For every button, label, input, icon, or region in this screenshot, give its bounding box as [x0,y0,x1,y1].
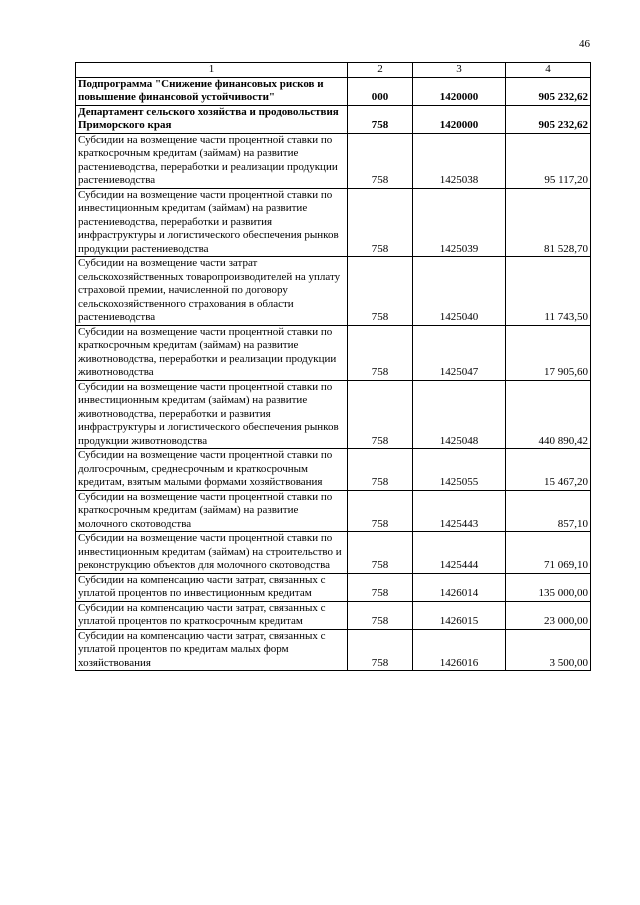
row-target-article: 1425040 [413,257,506,326]
row-target-article: 1420000 [413,105,506,133]
row-description: Субсидии на компенсацию части затрат, связанных с уплатой процентов по инвестиционным кредитам [76,573,348,601]
row-amount: 905 232,62 [506,105,591,133]
row-code: 000 [348,77,413,105]
column-header-2: 2 [348,63,413,78]
row-target-article: 1425047 [413,325,506,380]
row-amount: 71 069,10 [506,532,591,574]
row-amount: 11 743,50 [506,257,591,326]
row-code: 758 [348,188,413,257]
row-description: Субсидии на возмещение части процентной ставки по инвестиционным кредитам (займам) на строительство и реконструкцию объектов для молочного скотоводства [76,532,348,574]
table-row [76,133,591,188]
row-amount: 23 000,00 [506,601,591,629]
row-amount: 95 117,20 [506,133,591,188]
row-description: Подпрограмма "Снижение финансовых рисков и повышение финансовой устойчивости" [76,77,348,105]
table-row [76,105,591,133]
table-row [76,257,591,326]
row-description: Субсидии на возмещение части затрат сельскохозяйственных товаропроизводителей на уплату страховой премии, начисленной по договору сельскохозяйственного страхования в области растениеводства [76,257,348,326]
row-target-article: 1425048 [413,380,506,449]
row-description: Субсидии на возмещение части процентной ставки по краткосрочным кредитам (займам) на развитие растениеводства, переработки и реализации продукции растениеводства [76,133,348,188]
row-target-article: 1425038 [413,133,506,188]
page-number: 46 [579,38,590,50]
column-header-3: 3 [413,63,506,78]
table-row [76,380,591,449]
row-description: Субсидии на компенсацию части затрат, связанных с уплатой процентов по кредитам малых форм хозяйствования [76,629,348,671]
row-description: Субсидии на возмещение части процентной ставки по краткосрочным кредитам (займам) на развитие животноводства, переработки и реализации продукции животноводства [76,325,348,380]
row-amount: 135 000,00 [506,573,591,601]
column-header-1: 1 [76,63,348,78]
column-header-4: 4 [506,63,591,78]
row-target-article: 1425444 [413,532,506,574]
row-code: 758 [348,380,413,449]
table-row [76,532,591,574]
row-amount: 857,10 [506,490,591,532]
row-code: 758 [348,257,413,326]
table-row [76,325,591,380]
row-code: 758 [348,601,413,629]
row-amount: 81 528,70 [506,188,591,257]
row-code: 758 [348,573,413,601]
row-description: Субсидии на компенсацию части затрат, связанных с уплатой процентов по краткосрочным кредитам [76,601,348,629]
header-row [76,63,591,78]
table-row [76,77,591,105]
row-amount: 17 905,60 [506,325,591,380]
row-target-article: 1425443 [413,490,506,532]
row-description: Субсидии на возмещение части процентной ставки по долгосрочным, среднесрочным и краткосрочным кредитам, взятым малыми формами хозяйствования [76,449,348,491]
row-target-article: 1426014 [413,573,506,601]
row-target-article: 1426015 [413,601,506,629]
row-code: 758 [348,532,413,574]
row-code: 758 [348,133,413,188]
table-row [76,629,591,671]
budget-table [75,62,591,671]
row-target-article: 1420000 [413,77,506,105]
table-row [76,188,591,257]
row-target-article: 1425055 [413,449,506,491]
table-row [76,573,591,601]
row-description: Субсидии на возмещение части процентной ставки по инвестиционным кредитам (займам) на развитие животноводства, переработки и развития инфраструктуры и логистического обеспечения рынков продукции животноводства [76,380,348,449]
row-target-article: 1426016 [413,629,506,671]
row-amount: 905 232,62 [506,77,591,105]
row-code: 758 [348,490,413,532]
table-row [76,601,591,629]
row-target-article: 1425039 [413,188,506,257]
table-row [76,449,591,491]
row-code: 758 [348,629,413,671]
table-row [76,490,591,532]
row-description: Субсидии на возмещение части процентной ставки по краткосрочным кредитам (займам) на развитие молочного скотоводства [76,490,348,532]
row-amount: 15 467,20 [506,449,591,491]
row-code: 758 [348,325,413,380]
row-amount: 3 500,00 [506,629,591,671]
row-code: 758 [348,105,413,133]
row-amount: 440 890,42 [506,380,591,449]
row-description: Департамент сельского хозяйства и продовольствия Приморского края [76,105,348,133]
row-description: Субсидии на возмещение части процентной ставки по инвестиционным кредитам (займам) на развитие растениеводства, переработки и развития инфраструктуры и логистического обеспечения рынков продукции растениеводства [76,188,348,257]
row-code: 758 [348,449,413,491]
